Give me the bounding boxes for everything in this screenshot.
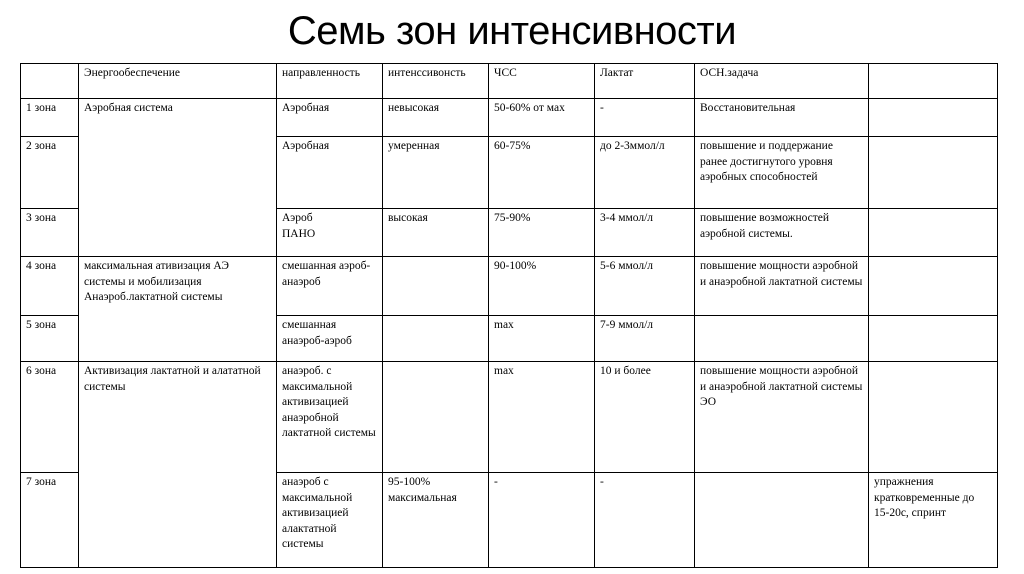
direction-cell: анаэроб с максимальной активизацией алактатной системы [277,473,383,568]
extra-cell [869,257,998,316]
intensity-cell [383,362,489,473]
zone-cell: 4 зона [21,257,79,316]
header-cell: Лактат [595,64,695,99]
table-row [21,257,998,316]
extra-cell: упражнения кратковременные до 15-20с, спринт [869,473,998,568]
hr-cell: 50-60% от мах [489,99,595,137]
energy-cell: максимальная ативизация АЭ системы и мобилизация Анаэроб.лактатной системы [79,257,277,362]
direction-cell: смешанная анаэроб-аэроб [277,316,383,362]
hr-cell: max [489,316,595,362]
page-title: Семь зон интенсивности [287,9,737,53]
extra-cell [869,209,998,257]
intensity-cell: умеренная [383,137,489,209]
hr-cell: - [489,473,595,568]
hr-cell: max [489,362,595,473]
direction-cell: анаэроб. с максимальной активизацией анаэробной лактатной системы [277,362,383,473]
header-cell: Энергообеспечение [79,64,277,99]
table-row [21,99,998,137]
lactate-cell: 3-4 ммол/л [595,209,695,257]
header-cell [869,64,998,99]
task-cell: повышение мощности аэробной и анаэробной лактатной системы ЭО [695,362,869,473]
direction-cell: Аэробная [277,137,383,209]
header-cell: ОСН.задача [695,64,869,99]
direction-cell: смешанная аэроб-анаэроб [277,257,383,316]
direction-cell: Аэроб ПАНО [277,209,383,257]
zone-cell: 1 зона [21,99,79,137]
hr-cell: 75-90% [489,209,595,257]
zone-cell: 6 зона [21,362,79,473]
header-row [21,64,998,99]
task-cell: повышение возможностей аэробной системы. [695,209,869,257]
header-cell: интенссивонсть [383,64,489,99]
energy-cell: Аэробная система [79,99,277,257]
intensity-cell: 95-100% максимальная [383,473,489,568]
lactate-cell: - [595,473,695,568]
intensity-cell: высокая [383,209,489,257]
zone-cell: 5 зона [21,316,79,362]
zone-cell: 2 зона [21,137,79,209]
intensity-cell: невысокая [383,99,489,137]
extra-cell [869,99,998,137]
header-cell: ЧСС [489,64,595,99]
extra-cell [869,316,998,362]
header-cell [21,64,79,99]
task-cell: Восстановительная [695,99,869,137]
lactate-cell: до 2-3ммол/л [595,137,695,209]
task-cell: повышение и поддержание ранее достигнутого уровня аэробных способностей [695,137,869,209]
extra-cell [869,137,998,209]
table-row [21,362,998,473]
energy-cell: Активизация лактатной и алататной системы [79,362,277,568]
direction-cell: Аэробная [277,99,383,137]
lactate-cell: - [595,99,695,137]
intensity-cell [383,257,489,316]
intensity-cell [383,316,489,362]
zone-cell: 3 зона [21,209,79,257]
header-cell: направленность [277,64,383,99]
zone-cell: 7 зона [21,473,79,568]
lactate-cell: 10 и более [595,362,695,473]
lactate-cell: 5-6 ммол/л [595,257,695,316]
hr-cell: 90-100% [489,257,595,316]
extra-cell [869,362,998,473]
task-cell: повышение мощности аэробной и анаэробной лактатной системы [695,257,869,316]
intensity-zones-table [20,63,998,568]
lactate-cell: 7-9 ммол/л [595,316,695,362]
task-cell [695,316,869,362]
task-cell [695,473,869,568]
hr-cell: 60-75% [489,137,595,209]
